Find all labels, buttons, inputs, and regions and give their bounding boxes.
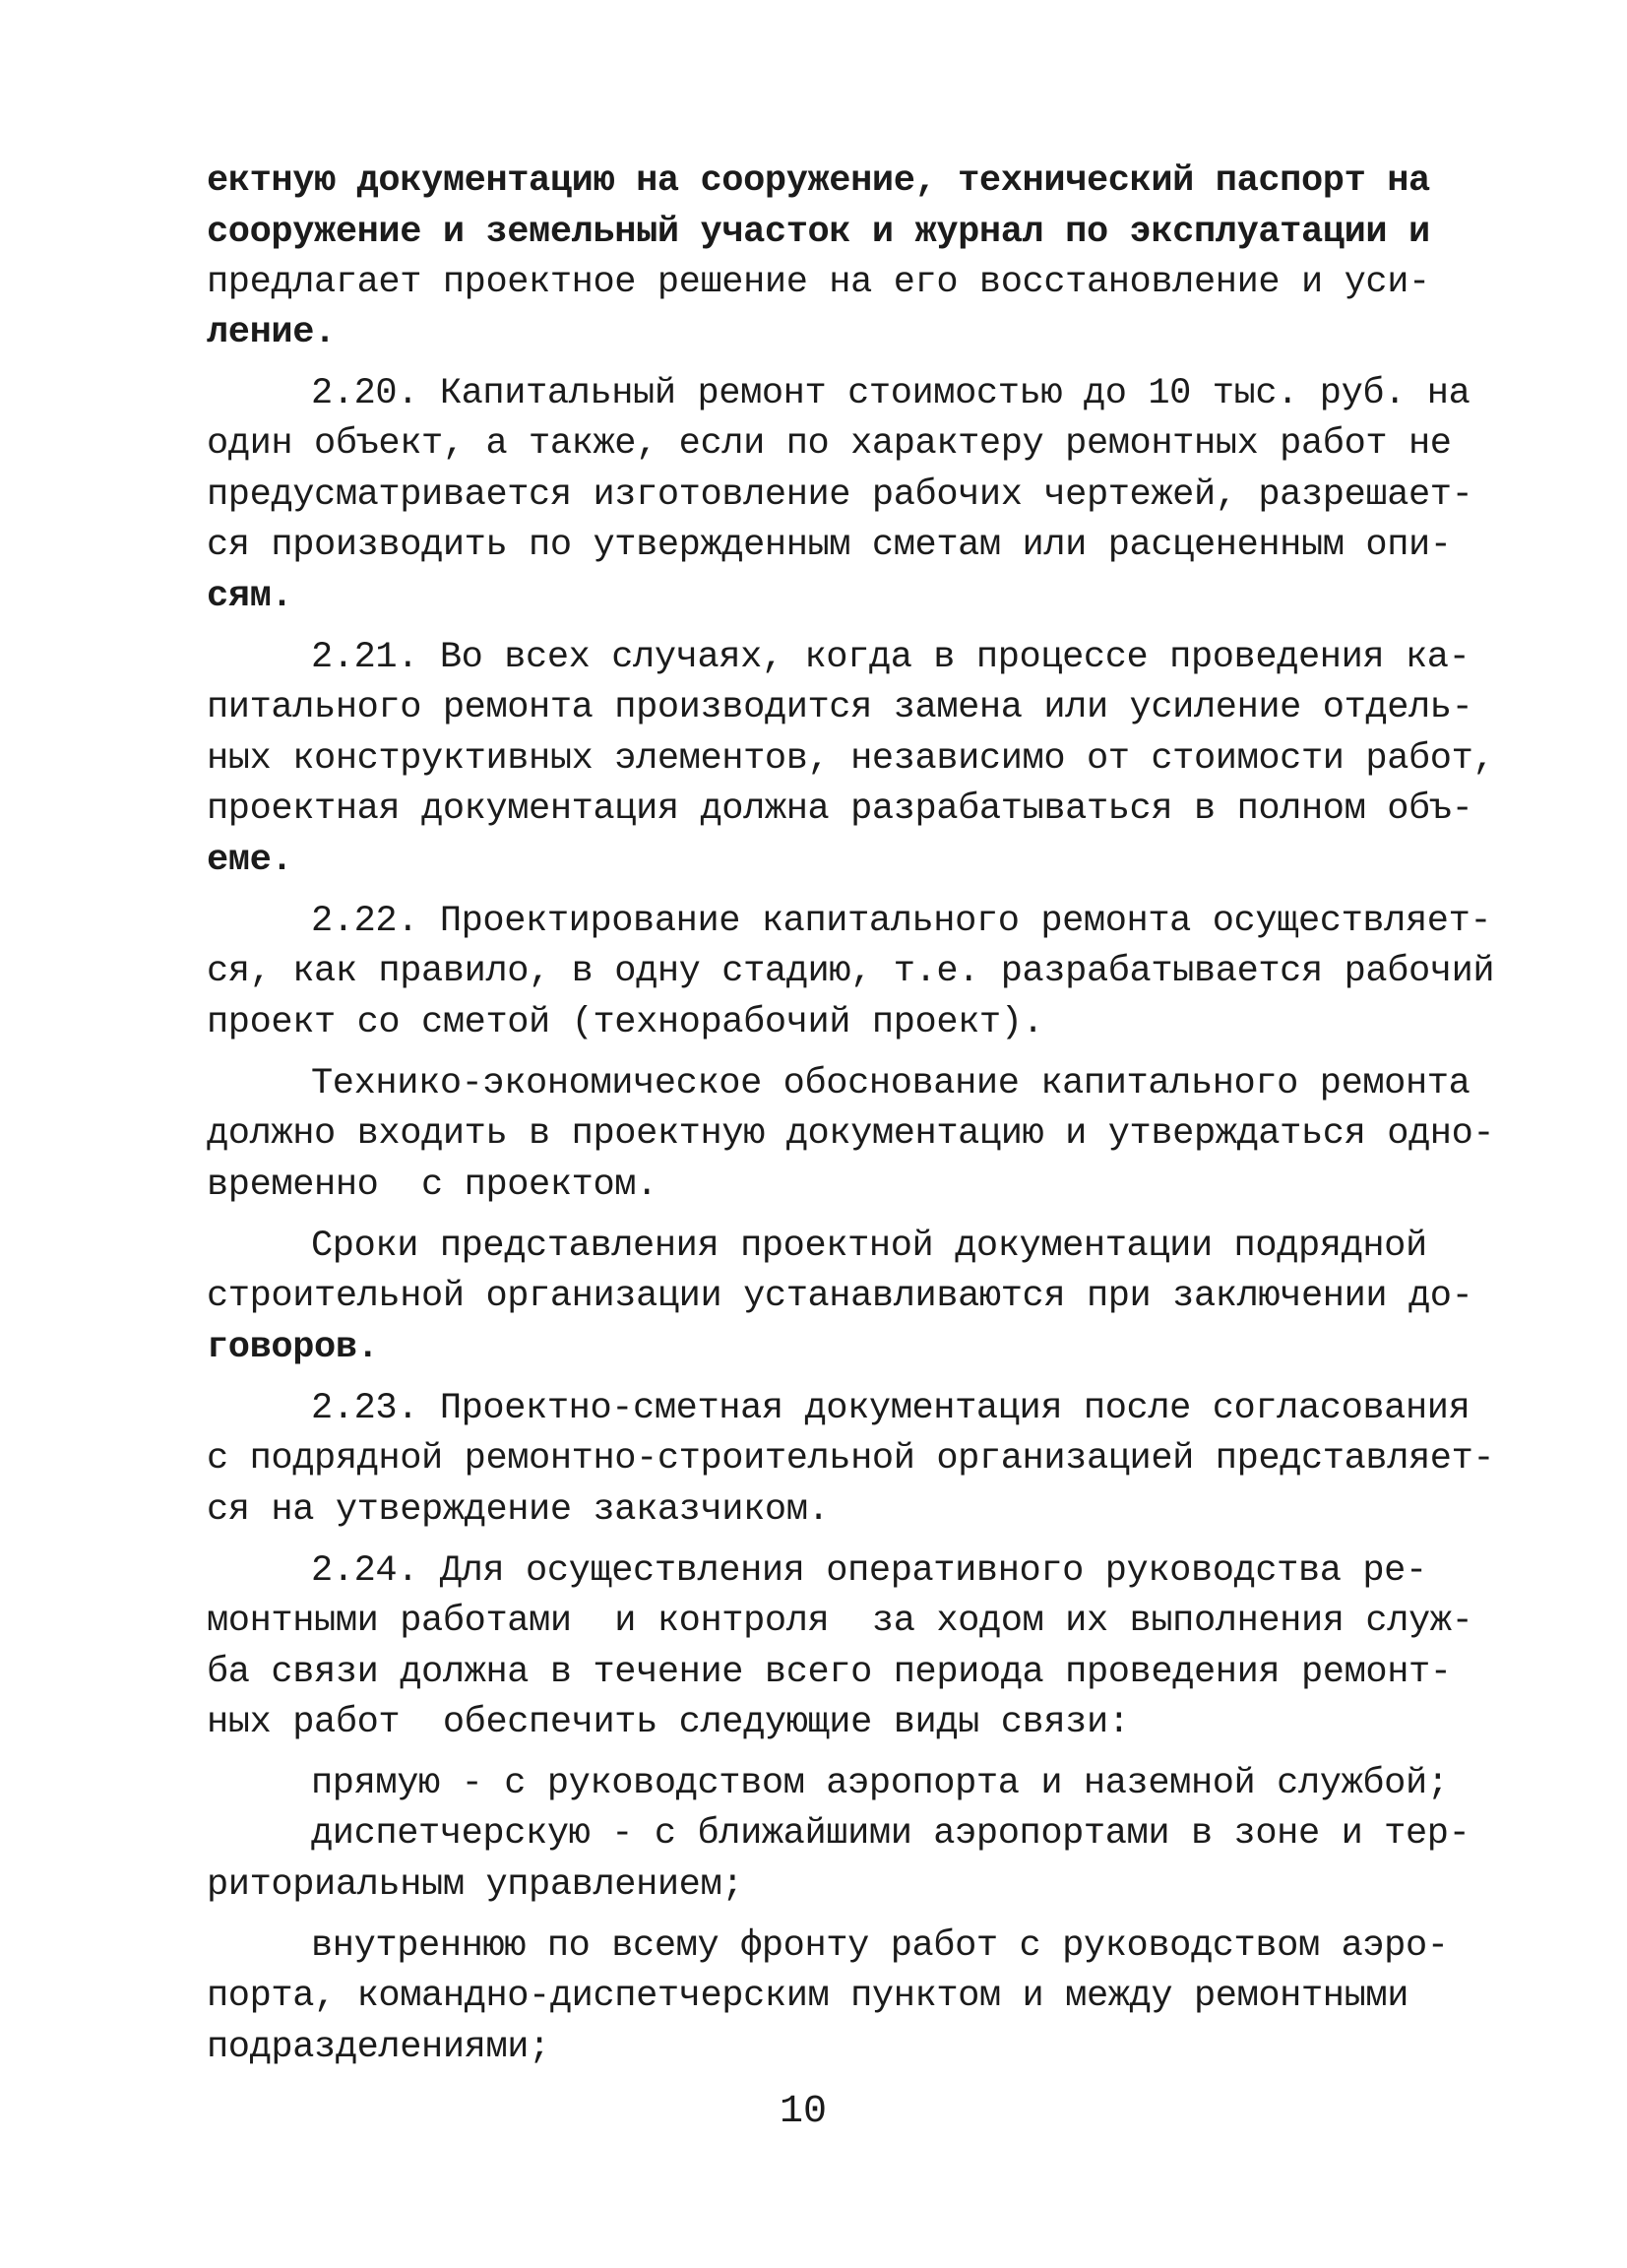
text-line: должно входить в проектную документацию и утверждаться одно- <box>207 1113 1495 1155</box>
text-line: Технико-экономическое обоснование капитального ремонта <box>311 1063 1471 1104</box>
text-line: 2.24. Для осуществления оперативного руководства ре- <box>311 1550 1427 1592</box>
text-line: внутреннюю по всему фронту работ с руководством аэро- <box>311 1925 1449 1967</box>
text-line: 2.21. Во всех случаях, когда в процессе проведения ка- <box>311 637 1471 678</box>
text-line: 2.23. Проектно-сметная документация после согласования <box>311 1388 1471 1429</box>
text-line: один объект, а также, если по характеру ремонтных работ не <box>207 423 1452 465</box>
text-line: с подрядной ремонтно-строительной организацией представляет- <box>207 1438 1495 1480</box>
text-line: говоров. <box>207 1327 379 1368</box>
text-line: диспетчерскую - с ближайшими аэропортами в зоне и тер- <box>311 1813 1471 1855</box>
text-line: ся на утверждение заказчиком. <box>207 1489 830 1531</box>
text-line: подразделениями; <box>207 2027 550 2068</box>
text-line: питального ремонта производится замена или усиление отдель- <box>207 687 1473 728</box>
text-line: прямую - с руководством аэропорта и наземной службой; <box>311 1763 1449 1804</box>
text-line: строительной организации устанавливаются при заключении до- <box>207 1276 1473 1317</box>
text-line: ся производить по утвержденным сметам или расцененным опи- <box>207 525 1452 566</box>
text-line: ся, как правило, в одну стадию, т.е. разрабатывается рабочий <box>207 951 1495 992</box>
text-line: 2.20. Капитальный ремонт стоимостью до 10 тыс. руб. на <box>311 373 1471 414</box>
text-line: порта, командно-диспетчерским пунктом и между ремонтными <box>207 1976 1409 2017</box>
text-line: сям. <box>207 576 293 617</box>
text-line: ектную документацию на сооружение, технический паспорт на <box>207 160 1430 202</box>
text-line: Сроки представления проектной документации подрядной <box>311 1226 1427 1267</box>
text-line: ных конструктивных элементов, независимо от стоимости работ, <box>207 738 1495 780</box>
page-number: 10 <box>780 2090 828 2134</box>
text-line: ных работ обеспечить следующие виды связи: <box>207 1702 1130 1743</box>
text-line: еме. <box>207 840 293 881</box>
text-line: ба связи должна в течение всего периода проведения ремонт- <box>207 1652 1452 1693</box>
text-line: 2.22. Проектирование капитального ремонта осуществляет- <box>311 901 1492 942</box>
text-line: монтными работами и контроля за ходом их выполнения служ- <box>207 1601 1473 1642</box>
text-line: временно с проектом. <box>207 1165 657 1206</box>
text-line: предлагает проектное решение на его восстановление и уси- <box>207 262 1430 303</box>
text-line: сооружение и земельный участок и журнал по эксплуатации и <box>207 212 1430 253</box>
text-line: проектная документация должна разрабатываться в полном объ- <box>207 788 1473 830</box>
text-line: проект со сметой (технорабочий проект). <box>207 1002 1044 1043</box>
text-line: ление. <box>207 312 336 353</box>
text-line: риториальным управлением; <box>207 1864 744 1906</box>
text-line: предусматривается изготовление рабочих чертежей, разрешает- <box>207 474 1473 516</box>
